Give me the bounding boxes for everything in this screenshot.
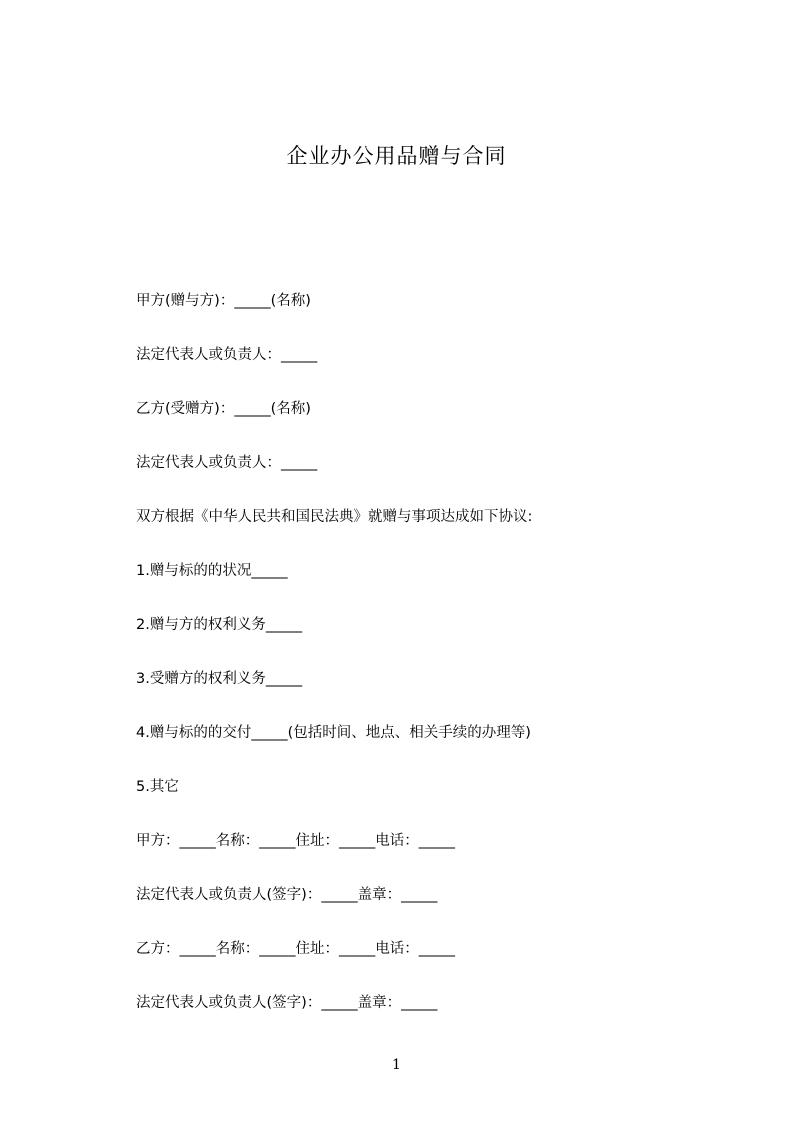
document-body — [136, 290, 696, 1046]
party-a-signature-stamp: 法定代表人或负责人(签字)：_____盖章：_____ — [136, 887, 438, 903]
party-b-line: 乙方(受赠方)：_____(名称) — [136, 401, 311, 417]
clause-2: 2.赠与方的权利义务_____ — [136, 617, 303, 633]
page-number: 1 — [392, 1057, 401, 1073]
party-b-representative-line: 法定代表人或负责人：_____ — [136, 455, 318, 471]
party-b-signature-stamp: 法定代表人或负责人(签字)：_____盖章：_____ — [136, 995, 438, 1011]
clause-5: 5.其它 — [136, 779, 179, 795]
clause-3: 3.受赠方的权利义务_____ — [136, 671, 303, 687]
party-b-signature-info: 乙方：_____名称：_____住址：_____电话：_____ — [136, 941, 455, 957]
party-a-line: 甲方(赠与方)：_____(名称) — [136, 293, 311, 309]
clause-1: 1.赠与标的的状况_____ — [136, 563, 288, 579]
document-title: 企业办公用品赠与合同 — [286, 144, 507, 168]
agreement-intro: 双方根据《中华人民共和国民法典》就赠与事项达成如下协议: — [136, 509, 533, 525]
party-a-signature-info: 甲方：_____名称：_____住址：_____电话：_____ — [136, 833, 455, 849]
clause-4: 4.赠与标的的交付_____(包括时间、地点、相关手续的办理等) — [136, 725, 531, 741]
party-a-representative-line: 法定代表人或负责人：_____ — [136, 347, 318, 363]
